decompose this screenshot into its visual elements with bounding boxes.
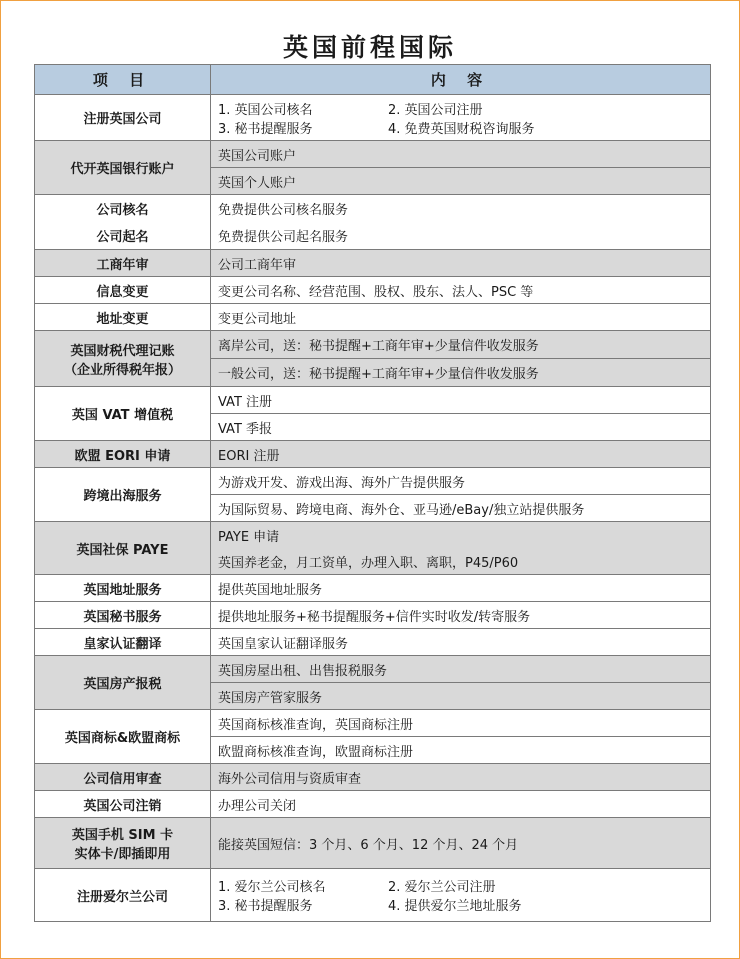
row-content: 免费提供公司核名服务 [211,195,711,223]
row-content: PAYE 申请 [211,522,711,549]
header-item: 项 目 [35,65,211,95]
row-content: 离岸公司，送：秘书提醒+工商年审+少量信件收发服务 [211,331,711,359]
table-header [35,65,711,95]
table-row [35,522,711,549]
row-content [211,869,711,922]
table-row [35,602,711,629]
row-content: 为国际贸易、跨境电商、海外仓、亚马逊/eBay/独立站提供服务 [211,495,711,522]
table-row [35,141,711,168]
list-entry: 1. 爱尔兰公司核名 [218,880,326,895]
list-entry: 2. 英国公司注册 [388,102,483,118]
row-content: 英国房屋出租、出售报税服务 [211,656,711,683]
row-item [35,331,211,387]
row-content: 办理公司关闭 [211,791,711,818]
row-content: VAT 注册 [211,387,711,414]
header-content: 内 容 [211,65,711,95]
row-content: EORI 注册 [211,441,711,468]
table-row [35,629,711,656]
row-content: 英国房产管家服务 [211,683,711,710]
row-content: 为游戏开发、游戏出海、海外广告提供服务 [211,468,711,495]
row-item: 公司信用审查 [35,764,211,791]
row-content: 免费提供公司起名服务 [211,222,711,250]
row-content: VAT 季报 [211,414,711,441]
row-item: 英国商标&欧盟商标 [35,710,211,764]
row-item: 代开英国银行账户 [35,141,211,195]
row-content [211,95,711,141]
row-item: 英国房产报税 [35,656,211,710]
row-content: 英国商标核准查询，英国商标注册 [211,710,711,737]
row-item-line: 实体卡/即插即用 [74,847,171,862]
table-row [35,195,711,223]
row-item: 工商年审 [35,250,211,277]
row-content: 英国个人账户 [211,168,711,195]
row-content: 英国养老金，月工资单，办理入职、离职，P45/P60 [211,548,711,575]
row-content: 提供地址服务+秘书提醒服务+信件实时收发/转寄服务 [211,602,711,629]
row-item-line: （企业所得税年报） [63,362,181,378]
row-item [35,818,211,869]
table-row [35,441,711,468]
row-content: 英国皇家认证翻译服务 [211,629,711,656]
table-row [35,95,711,141]
row-item: 注册爱尔兰公司 [35,869,211,922]
row-item: 英国 VAT 增值税 [35,387,211,441]
row-content: 能接英国短信：3 个月、6 个月、12 个月、24 个月 [211,818,711,869]
table-row [35,575,711,602]
page-title: 英国前程国际 [282,33,457,62]
table-row [35,277,711,304]
table-row [35,656,711,683]
row-item: 英国公司注销 [35,791,211,818]
table-row [35,869,711,922]
table-row [35,764,711,791]
table-row [35,791,711,818]
row-content: 欧盟商标核准查询，欧盟商标注册 [211,737,711,764]
services-table [34,64,711,922]
row-content: 公司工商年审 [211,250,711,277]
row-item: 信息变更 [35,277,211,304]
list-entry: 4. 免费英国财税咨询服务 [388,121,535,137]
row-content: 一般公司，送：秘书提醒+工商年审+少量信件收发服务 [211,359,711,387]
row-item: 跨境出海服务 [35,468,211,522]
table-row [35,304,711,331]
row-item: 欧盟 EORI 申请 [35,441,211,468]
list-entry: 1. 英国公司核名 [218,102,313,118]
row-content: 变更公司地址 [211,304,711,331]
row-item: 英国地址服务 [35,575,211,602]
table-row [35,818,711,869]
table-row [35,250,711,277]
row-item-line: 英国手机 SIM 卡 [71,828,174,843]
row-item: 地址变更 [35,304,211,331]
list-entry: 2. 爱尔兰公司注册 [388,880,496,895]
table-row [35,331,711,359]
row-item: 皇家认证翻译 [35,629,211,656]
table-row [35,387,711,414]
row-content: 海外公司信用与资质审查 [211,764,711,791]
table-row [35,468,711,495]
table-row [35,222,711,250]
row-item: 英国社保 PAYE [35,522,211,575]
list-entry: 3. 秘书提醒服务 [218,899,313,914]
row-content: 提供英国地址服务 [211,575,711,602]
row-item: 公司核名 [35,195,211,223]
list-entry: 4. 提供爱尔兰地址服务 [388,899,522,914]
list-entry: 3. 秘书提醒服务 [218,121,313,137]
row-item: 英国秘书服务 [35,602,211,629]
row-item: 公司起名 [35,222,211,250]
row-content: 英国公司账户 [211,141,711,168]
row-content: 变更公司名称、经营范围、股权、股东、法人、PSC 等 [211,277,711,304]
row-item: 注册英国公司 [35,95,211,141]
row-item-line: 英国财税代理记账 [70,343,175,359]
table-row [35,710,711,737]
